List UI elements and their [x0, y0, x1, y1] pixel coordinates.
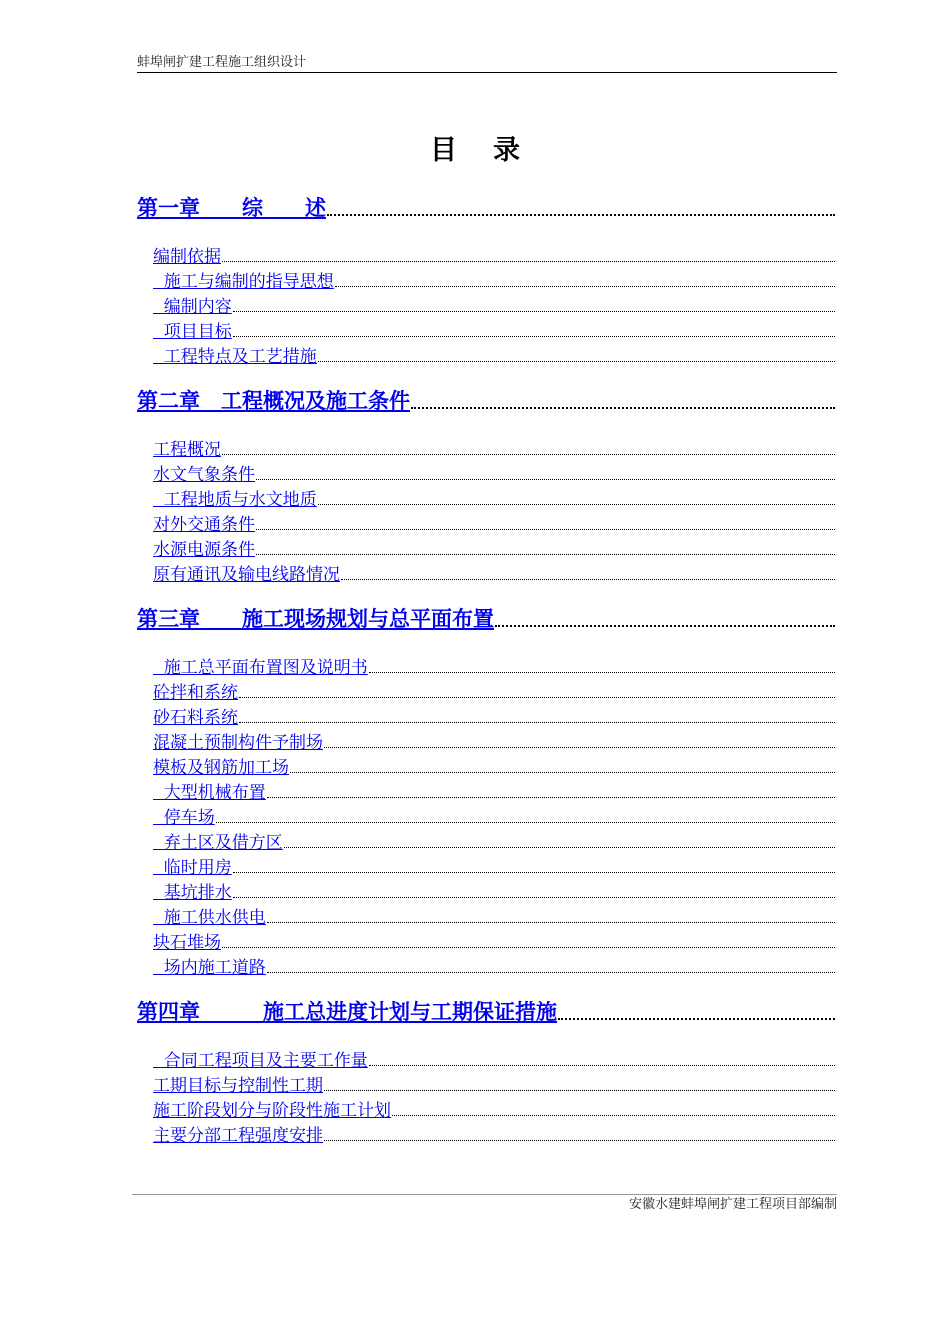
toc-section-link[interactable]: 施工总平面布置图及说明书: [153, 658, 368, 678]
toc-section-link[interactable]: 砼拌和系统: [153, 683, 238, 703]
toc-section-entry: [137, 653, 835, 678]
toc-chapter-entry: [137, 192, 835, 222]
toc-section-entry: [137, 753, 835, 778]
toc-dot-leader: [233, 871, 835, 873]
toc-section-entry: [137, 878, 835, 903]
toc-chapter-link[interactable]: 第三章 施工现场规划与总平面布置: [137, 607, 494, 631]
toc-section-entry: [137, 778, 835, 803]
toc-chapter-link[interactable]: 第一章 综 述: [137, 196, 326, 220]
toc-section-link[interactable]: 工程概况: [153, 440, 221, 460]
toc-section-entry: [137, 317, 835, 342]
toc-section-link[interactable]: 项目目标: [153, 322, 232, 342]
toc-chapter-entry: [137, 603, 835, 633]
toc-section-link[interactable]: 模板及钢筋加工场: [153, 758, 289, 778]
toc-section-link[interactable]: 合同工程项目及主要工作量: [153, 1051, 368, 1071]
toc-section-entry: [137, 903, 835, 928]
toc-section-link[interactable]: 编制依据: [153, 247, 221, 267]
toc-section-link[interactable]: 工程地质与水文地质: [153, 490, 317, 510]
toc-chapter-entry: [137, 385, 835, 415]
table-of-contents: [137, 192, 835, 1146]
toc-section-link[interactable]: 混凝土预制构件予制场: [153, 733, 323, 753]
header-divider: [137, 72, 837, 73]
footer-divider: [132, 1194, 837, 1195]
toc-section-entry: [137, 560, 835, 585]
toc-section-entry: [137, 267, 835, 292]
toc-section-link[interactable]: 块石堆场: [153, 933, 221, 953]
toc-section-entry: [137, 460, 835, 485]
toc-dot-leader: [256, 478, 835, 480]
toc-dot-leader: [267, 921, 835, 923]
toc-section-link[interactable]: 原有通讯及输电线路情况: [153, 565, 340, 585]
toc-dot-leader: [239, 721, 835, 723]
toc-section-entry: [137, 853, 835, 878]
toc-section-entry: [137, 510, 835, 535]
toc-dot-leader: [216, 821, 835, 823]
toc-section-link[interactable]: 基坑排水: [153, 883, 232, 903]
toc-section-entry: [137, 1046, 835, 1071]
toc-dot-leader: [369, 671, 835, 673]
toc-section-entry: [137, 1096, 835, 1121]
toc-section-link[interactable]: 工程特点及工艺措施: [153, 347, 317, 367]
toc-section-entry: [137, 535, 835, 560]
toc-dot-leader: [318, 503, 835, 505]
toc-dot-leader: [233, 310, 835, 312]
toc-chapter-link[interactable]: 第二章 工程概况及施工条件: [137, 389, 410, 413]
page-header: 蚌埠闸扩建工程施工组织设计: [137, 55, 307, 70]
toc-dot-leader: [318, 360, 835, 362]
toc-section-link[interactable]: 砂石料系统: [153, 708, 238, 728]
toc-dot-leader: [239, 696, 835, 698]
toc-section-entry: [137, 703, 835, 728]
toc-section-link[interactable]: 弃土区及借方区: [153, 833, 283, 853]
toc-dot-leader: [335, 285, 835, 287]
toc-section-link[interactable]: 编制内容: [153, 297, 232, 317]
toc-title: 目录: [430, 135, 556, 166]
toc-dot-leader: [495, 624, 835, 627]
toc-section-entry: [137, 485, 835, 510]
toc-dot-leader: [222, 260, 835, 262]
toc-section-link[interactable]: 施工阶段划分与阶段性施工计划: [153, 1101, 391, 1121]
toc-dot-leader: [324, 746, 835, 748]
toc-dot-leader: [558, 1017, 835, 1020]
toc-section-entry: [137, 342, 835, 367]
toc-section-link[interactable]: 工期目标与控制性工期: [153, 1076, 323, 1096]
toc-dot-leader: [267, 971, 835, 973]
toc-dot-leader: [233, 896, 835, 898]
toc-dot-leader: [222, 946, 835, 948]
toc-section-entry: [137, 953, 835, 978]
page-footer: 安徽水建蚌埠闸扩建工程项目部编制: [628, 1197, 837, 1212]
toc-section-entry: [137, 1121, 835, 1146]
toc-dot-leader: [341, 578, 835, 580]
toc-dot-leader: [222, 453, 835, 455]
toc-section-link[interactable]: 对外交通条件: [153, 515, 255, 535]
toc-section-entry: [137, 803, 835, 828]
toc-section-link[interactable]: 施工供水供电: [153, 908, 266, 928]
toc-section-entry: [137, 242, 835, 267]
toc-section-link[interactable]: 水源电源条件: [153, 540, 255, 560]
toc-section-entry: [137, 728, 835, 753]
toc-section-link[interactable]: 水文气象条件: [153, 465, 255, 485]
toc-section-entry: [137, 828, 835, 853]
toc-section-entry: [137, 1071, 835, 1096]
toc-section-link[interactable]: 临时用房: [153, 858, 232, 878]
toc-dot-leader: [284, 846, 835, 848]
toc-section-entry: [137, 292, 835, 317]
toc-section-link[interactable]: 大型机械布置: [153, 783, 266, 803]
toc-section-link[interactable]: 场内施工道路: [153, 958, 266, 978]
toc-chapter-entry: [137, 996, 835, 1026]
toc-dot-leader: [256, 528, 835, 530]
toc-dot-leader: [290, 771, 835, 773]
toc-dot-leader: [392, 1114, 835, 1116]
toc-chapter-link[interactable]: 第四章 施工总进度计划与工期保证措施: [137, 1000, 557, 1024]
toc-section-entry: [137, 928, 835, 953]
toc-section-entry: [137, 435, 835, 460]
toc-dot-leader: [411, 406, 835, 409]
toc-section-entry: [137, 678, 835, 703]
toc-section-link[interactable]: 主要分部工程强度安排: [153, 1126, 323, 1146]
toc-section-link[interactable]: 施工与编制的指导思想: [153, 272, 334, 292]
toc-dot-leader: [256, 553, 835, 555]
toc-dot-leader: [233, 335, 835, 337]
toc-section-link[interactable]: 停车场: [153, 808, 215, 828]
toc-dot-leader: [327, 213, 835, 216]
toc-dot-leader: [369, 1064, 835, 1066]
toc-dot-leader: [324, 1139, 835, 1141]
toc-dot-leader: [267, 796, 835, 798]
toc-dot-leader: [324, 1089, 835, 1091]
